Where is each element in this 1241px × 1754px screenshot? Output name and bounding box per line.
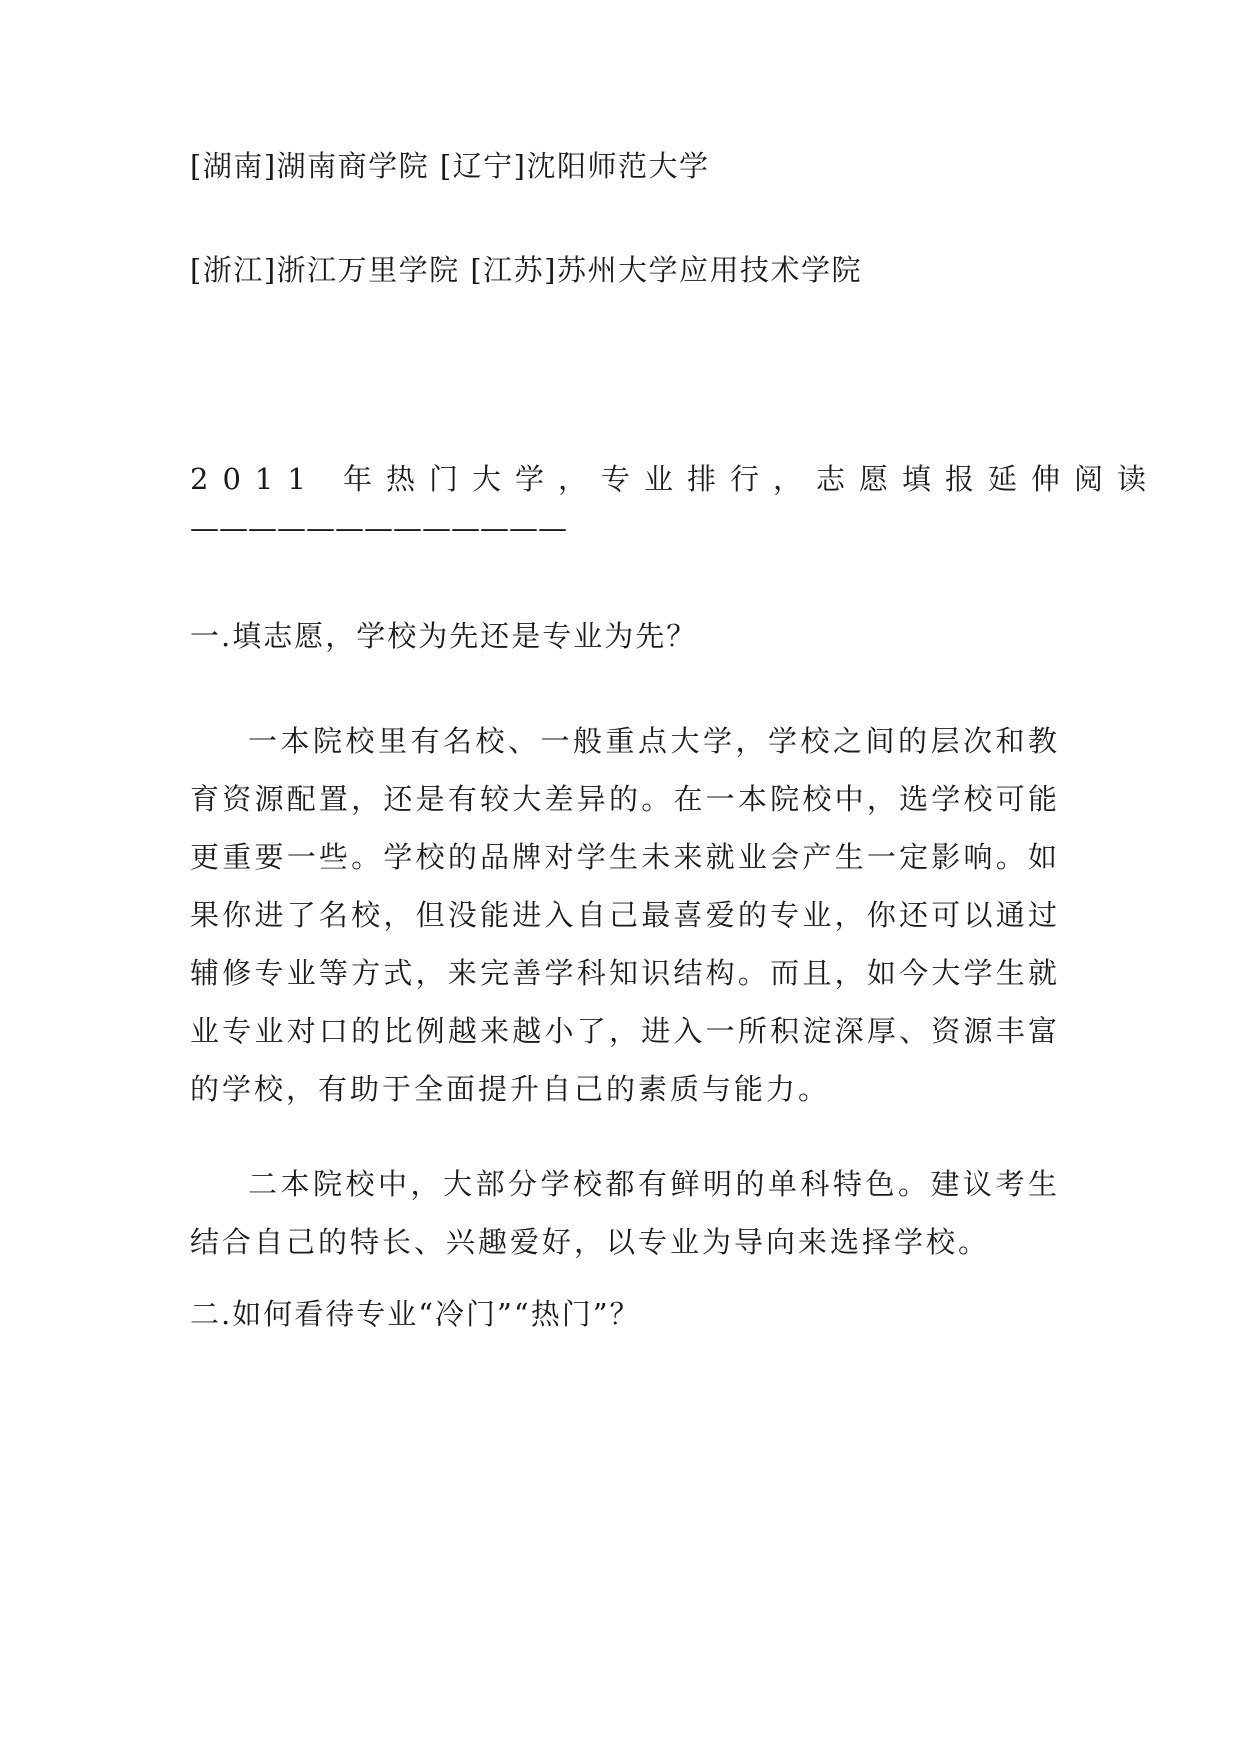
section-2-heading: 二.如何看待专业“冷门”“热门”？ (190, 1297, 641, 1331)
document-page (190, 0, 1161, 1754)
school-list-line-1: [湖南]湖南商学院 [辽宁]沈阳师范大学 (190, 149, 710, 183)
article-title: 2011 年热门大学，专业排行，志愿填报延伸阅读 (190, 462, 1161, 496)
title-underline-dashes: ————————————— (190, 511, 567, 545)
section-1-heading: 一.填志愿，学校为先还是专业为先？ (190, 619, 698, 653)
section-1-paragraph-1: 一本院校里有名校、一般重点大学，学校之间的层次和教育资源配置，还是有较大差异的。在一本院校中，选学校可能更重要一些。学校的品牌对学生未来就业会产生一定影响。如果你进了名校，但没能进入自己最喜爱的专业，你还可以通过辅修专业等方式，来完善学科知识结构。而且，如今大学生就业专业对口的比例越来越小了，进入一所积淀深厚、资源丰富的学校，有助于全面提升自己的素质与能力。 (190, 724, 1060, 1106)
school-list-line-2: [浙江]浙江万里学院 [江苏]苏州大学应用技术学院 (190, 253, 862, 287)
section-1-paragraph-2: 二本院校中，大部分学校都有鲜明的单科特色。建议考生结合自己的特长、兴趣爱好，以专业为导向来选择学校。 (190, 1167, 1060, 1259)
